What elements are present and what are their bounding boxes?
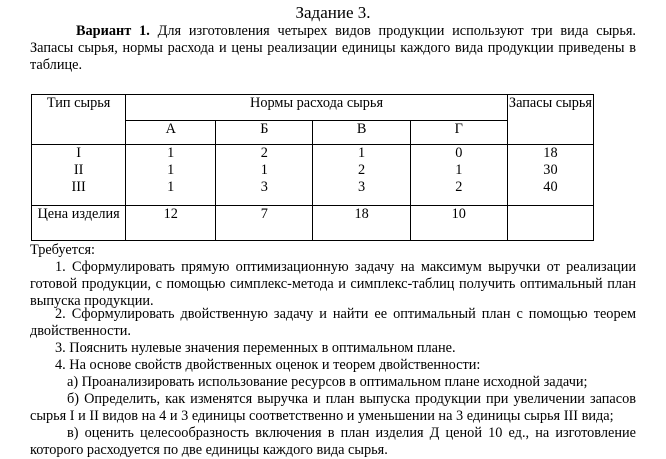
- norm-value: 2: [358, 162, 366, 178]
- price-a: 12: [126, 206, 216, 241]
- price-v: 18: [313, 206, 410, 241]
- raw-type: II: [73, 162, 84, 178]
- header-raw-type: Тип сырья: [32, 95, 126, 145]
- norm-value: 1: [358, 145, 366, 161]
- variant-label: Вариант 1.: [76, 23, 150, 39]
- header-stock: Запасы сырья: [507, 95, 593, 145]
- raw-types-cell: [32, 145, 126, 206]
- raw-type: I: [76, 145, 81, 161]
- norm-value: 1: [167, 145, 175, 161]
- task-item-2: 2. Сформулировать двойственную задачу и найти ее оптимальный план с помощью теорем двойственности.: [30, 306, 636, 339]
- norm-value: 3: [260, 179, 268, 195]
- task-item-4c: в) оценить целесообразность включения в план изделия Д ценой 10 ед., на изготовление которого расходуется по две единицы каждого вида сырья.: [30, 425, 636, 458]
- norms-a: [126, 145, 216, 206]
- task-item-3: 3. Пояснить нулевые значения переменных в оптимальном плане.: [55, 340, 456, 356]
- norm-value: 0: [455, 145, 463, 161]
- norms-g: [410, 145, 507, 206]
- price-label: Цена изделия: [32, 206, 126, 241]
- product-b: Б: [216, 121, 313, 145]
- task-item-4a: а) Проанализировать использование ресурсов в оптимальном плане исходной задачи;: [67, 374, 588, 390]
- norms-v: [313, 145, 410, 206]
- raw-type: III: [71, 179, 86, 195]
- task-title: Задание 3.: [295, 3, 371, 22]
- task-item-1: 1. Сформулировать прямую оптимизационную задачу на максимум выручки от реализации готовой продукции, с помощью симплекс-метода и симплекс-таблиц получить оптимальный план выпуска продукции.: [30, 259, 636, 309]
- price-empty: [507, 206, 593, 241]
- norm-value: 2: [260, 145, 268, 161]
- task-item-4: 4. На основе свойств двойственных оценок и теорем двойственности:: [55, 357, 481, 373]
- product-v: В: [313, 121, 410, 145]
- norm-value: 1: [167, 162, 175, 178]
- price-g: 10: [410, 206, 507, 241]
- stock-value: 40: [543, 179, 558, 195]
- stock-value: 30: [543, 162, 558, 178]
- norms-table: [31, 94, 594, 241]
- intro-paragraph: [30, 23, 636, 74]
- header-norms: Нормы расхода сырья: [126, 95, 508, 121]
- price-b: 7: [216, 206, 313, 241]
- norm-value: 2: [455, 179, 463, 195]
- task-item-4b: б) Определить, как изменятся выручка и план выпуска продукции при увеличении запасов сырья I и II видов на 4 и 3 единицы соответственно и уменьшении на 3 единицы сырья III вида;: [30, 391, 636, 424]
- norm-value: 3: [358, 179, 366, 195]
- product-a: А: [126, 121, 216, 145]
- norm-value: 1: [260, 162, 268, 178]
- norms-b: [216, 145, 313, 206]
- norm-value: 1: [167, 179, 175, 195]
- product-g: Г: [410, 121, 507, 145]
- stock-value: 18: [543, 145, 558, 161]
- intro-text: Для изготовления четырех видов продукции используют три вида сырья. Запасы сырья, нормы расхода и цены реализации единицы каждого вида продукции приведены в таблице.: [30, 23, 636, 73]
- norm-value: 1: [455, 162, 463, 178]
- stocks-cell: [507, 145, 593, 206]
- requirements-label: Требуется:: [30, 242, 96, 258]
